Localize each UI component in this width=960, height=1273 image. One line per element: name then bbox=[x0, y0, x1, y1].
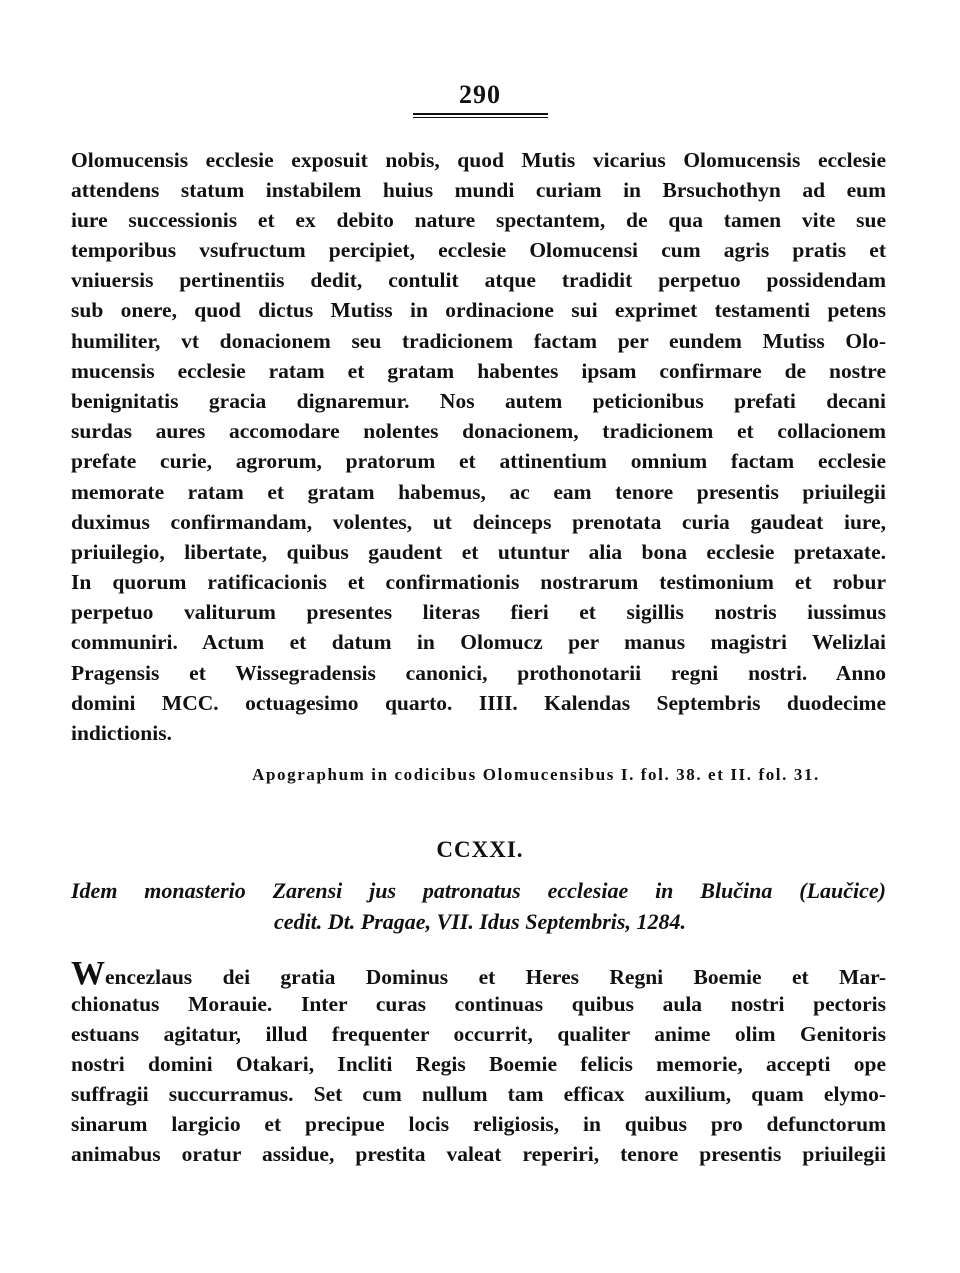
section-title-line-2: cedit. Dt. Pragae, VII. Idus Septembris, 1284. bbox=[274, 909, 686, 934]
text-line: In quorum ratificacionis et confirmationis nostrarum testimonium et robur bbox=[71, 570, 886, 594]
text-line: iure successionis et ex debito nature spectantem, de qua tamen vite sue bbox=[71, 208, 886, 232]
text-line: communiri. Actum et datum in Olomucz per manus magistri Welizlai bbox=[71, 630, 886, 654]
text-line: duximus confirmandam, volentes, ut deinceps prenotata curia gaudeat iure, bbox=[71, 510, 886, 534]
drop-cap: W bbox=[71, 955, 105, 992]
text-line: humiliter, vt donacionem seu tradicionem factam per eundem Mutiss Olo- bbox=[71, 329, 886, 353]
text-line: estuans agitatur, illud frequenter occurrit, qualiter anime olim Genitoris bbox=[71, 1022, 886, 1046]
text-line: animabus oratur assidue, prestita valeat reperiri, tenore presentis priuilegii bbox=[71, 1142, 886, 1166]
page-number: 290 bbox=[459, 80, 501, 109]
text-line: sinarum largicio et precipue locis religiosis, in quibus pro defunctorum bbox=[71, 1112, 886, 1136]
text-line: suffragii succurramus. Set cum nullum tam efficax auxilium, quam elymo- bbox=[71, 1082, 886, 1106]
text-line: vniuersis pertinentiis dedit, contulit atque tradidit perpetuo possidendam bbox=[71, 268, 886, 292]
text-line: Pragensis et Wissegradensis canonici, prothonotarii regni nostri. Anno bbox=[71, 661, 886, 685]
page-number-rule bbox=[413, 113, 548, 115]
text-line: nostri domini Otakari, Incliti Regis Boemie felicis memorie, accepti ope bbox=[71, 1052, 886, 1076]
text-line: memorate ratam et gratam habemus, ac eam tenore presentis priuilegii bbox=[71, 480, 886, 504]
page-number-rule-thin bbox=[413, 117, 548, 118]
text-line: attendens statum instabilem huius mundi curiam in Brsuchothyn ad eum bbox=[71, 178, 886, 202]
text-line: benignitatis gracia dignaremur. Nos autem peticionibus prefati decani bbox=[71, 389, 886, 413]
section-title-line-1: Idem monasterio Zarensi jus patronatus ecclesiae in Blučina (Laučice) bbox=[71, 878, 886, 903]
text-line: surdas aures accomodare nolentes donacionem, tradicionem et collacionem bbox=[71, 419, 886, 443]
text-line: Olomucensis ecclesie exposuit nobis, quod Mutis vicarius Olomucensis ecclesie bbox=[71, 148, 886, 172]
source-note: Apographum in codicibus Olomucensibus I. fol. 38. et II. fol. 31. bbox=[252, 765, 820, 784]
text-line: chionatus Morauie. Inter curas continuas quibus aula nostri pectoris bbox=[71, 992, 886, 1016]
text-line: temporibus vsufructum percipiet, ecclesie Olomucensi cum agris pratis et bbox=[71, 238, 886, 262]
text-line: prefate curie, agrorum, pratorum et attinentium omnium factam ecclesie bbox=[71, 449, 886, 473]
first-line-text: encezlaus dei gratia Dominus et Heres Regni Boemie et Mar- bbox=[105, 965, 886, 989]
text-line-first bbox=[71, 955, 886, 992]
text-line: sub onere, quod dictus Mutiss in ordinacione sui exprimet testamenti petens bbox=[71, 298, 886, 322]
text-line: priuilegio, libertate, quibus gaudent et utuntur alia bona ecclesie pretaxate. bbox=[71, 540, 886, 564]
text-line: mucensis ecclesie ratam et gratam habentes ipsam confirmare de nostre bbox=[71, 359, 886, 383]
text-line: domini MCC. octuagesimo quarto. IIII. Kalendas Septembris duodecime bbox=[71, 691, 886, 715]
section-number: CCXXI. bbox=[436, 837, 524, 862]
text-line: indictionis. bbox=[71, 721, 172, 745]
text-line: perpetuo valiturum presentes literas fieri et sigillis nostris iussimus bbox=[71, 600, 886, 624]
